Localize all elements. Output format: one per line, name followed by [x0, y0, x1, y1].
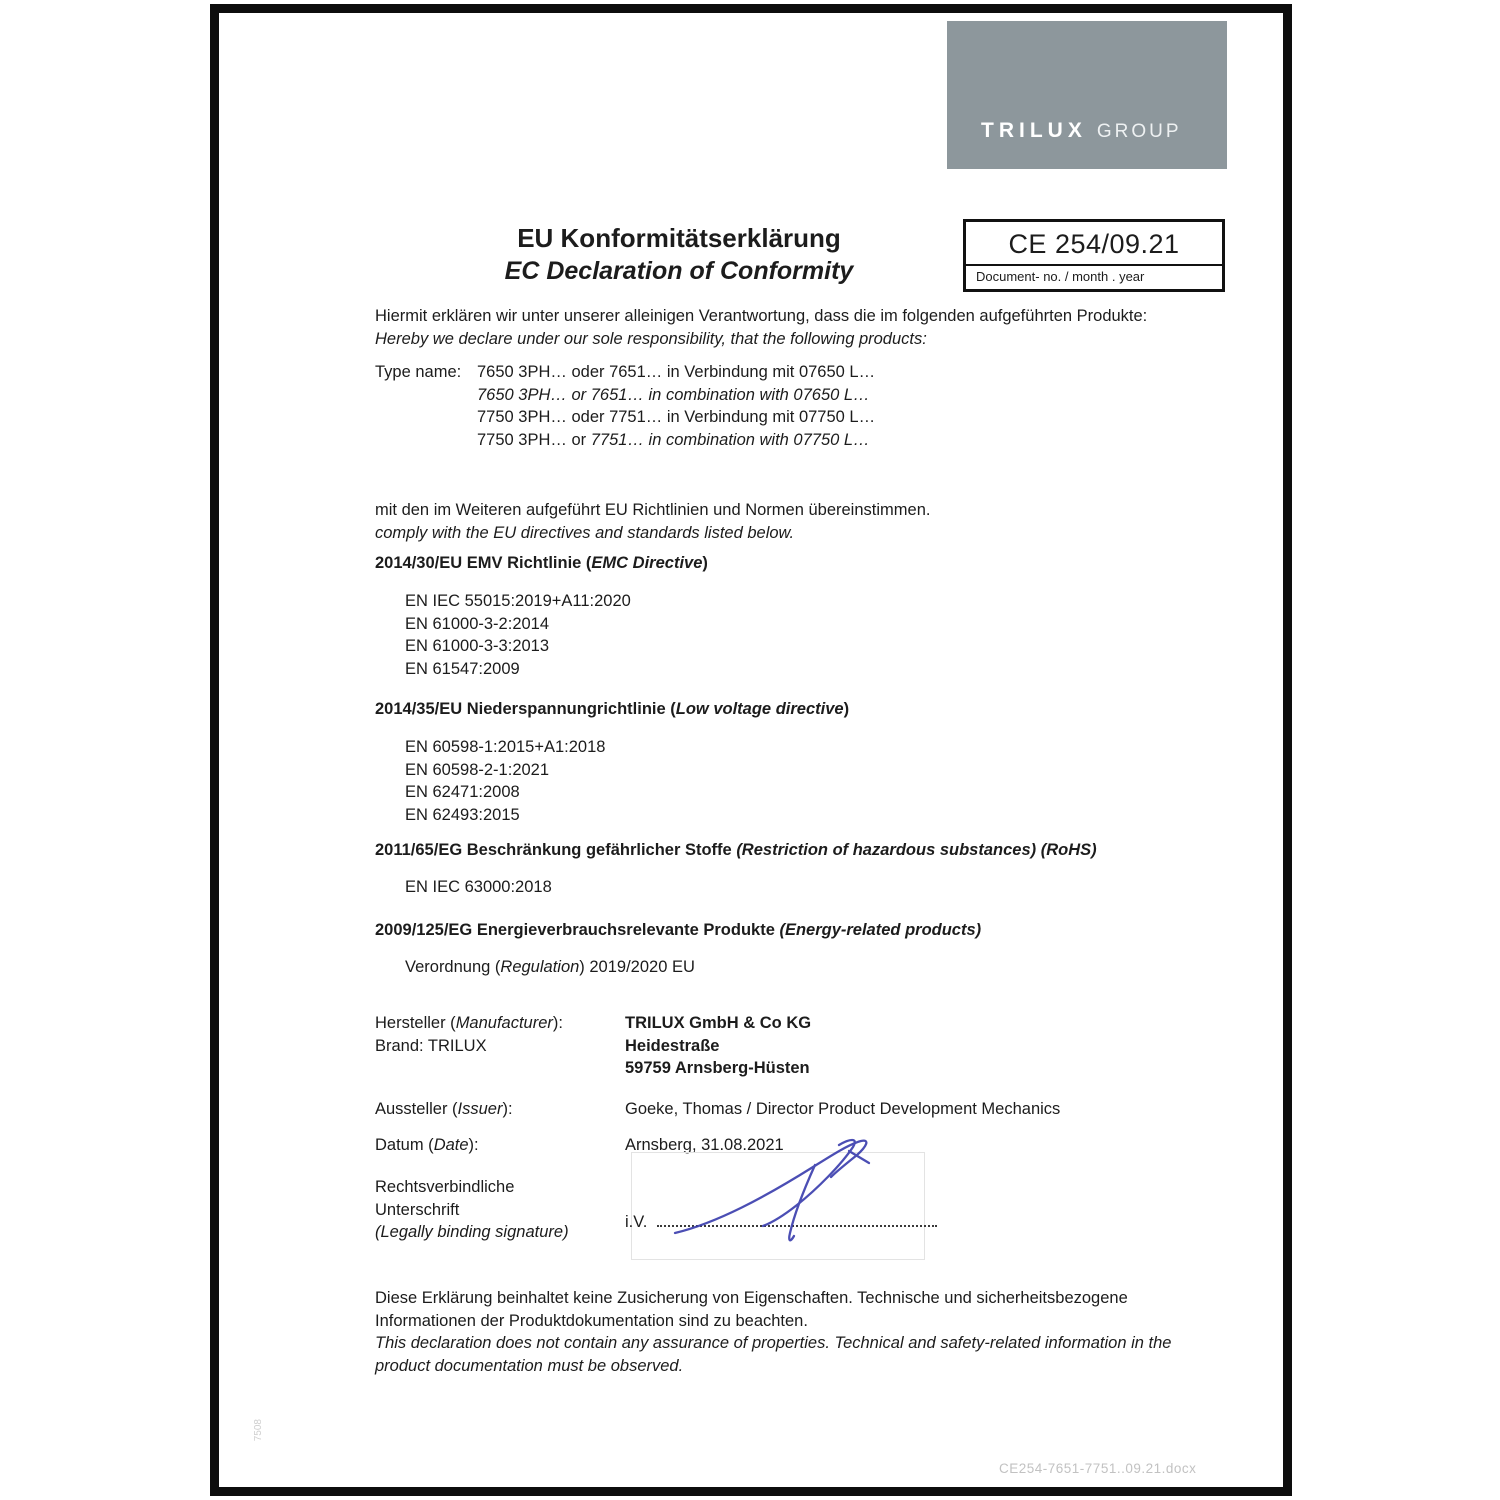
trilux-logo-wordmark: TRILUX: [981, 119, 1087, 142]
manufacturer-city: 59759 Arnsberg-Hüsten: [625, 1059, 810, 1077]
comply-paragraph: [375, 499, 1255, 544]
standards-list-rohs: [405, 876, 552, 899]
date-label: Datum (Date):: [375, 1136, 479, 1154]
standard-line: EN 60598-1:2015+A1:2018: [405, 738, 606, 756]
standard-line: EN 62471:2008: [405, 783, 520, 801]
issuer-label: Aussteller (Issuer):: [375, 1100, 513, 1118]
type-name-block: [375, 361, 875, 451]
standards-list-emc: [405, 590, 631, 680]
manufacturer-name: TRILUX GmbH & Co KG: [625, 1014, 812, 1032]
intro-german: Hiermit erklären wir unter unserer alleinigen Verantwortung, dass die im folgenden aufgeführten Produkte:: [375, 307, 1148, 325]
standard-line: EN IEC 55015:2019+A11:2020: [405, 592, 631, 610]
signature-scribble: [669, 1135, 909, 1247]
ce-document-number: CE 254/09.21: [1008, 229, 1180, 259]
brand-line: Brand: TRILUX: [375, 1036, 487, 1055]
standard-line: EN 61000-3-2:2014: [405, 614, 550, 633]
standard-line: EN IEC 63000:2018: [405, 878, 552, 896]
type-line: 7750 3PH… oder 7751… in Verbindung mit 07750 L…: [477, 408, 876, 426]
disclaimer-german: Diese Erklärung beinhaltet keine Zusicherung von Eigenschaften. Technische und sicherheitsbezogene Informationen der Produktdokumentation sind zu beachten.: [375, 1289, 1128, 1330]
section-heading-rohs: 2011/65/EG Beschränkung gefährlicher Stoffe (Restriction of hazardous substances) (RoHS): [375, 841, 1097, 859]
signature-prefix: i.V.: [625, 1213, 648, 1231]
standard-line: EN 61000-3-3:2013: [405, 637, 550, 655]
section-heading-erp: 2009/125/EG Energieverbrauchsrelevante Produkte (Energy-related products): [375, 921, 982, 939]
type-name-label: Type name:: [375, 363, 462, 381]
manufacturer-label: Hersteller (Manufacturer): Brand: TRILUX: [375, 1012, 563, 1057]
type-line: 7650 3PH… oder 7651… in Verbindung mit 07650 L…: [477, 363, 876, 381]
signature-label: Rechtsverbindliche Unterschrift (Legally binding signature): [375, 1178, 569, 1241]
date-value: Arnsberg, 31.08.2021: [625, 1136, 784, 1154]
comply-german: mit den im Weiteren aufgeführt EU Richtlinien und Normen übereinstimmen.: [375, 501, 931, 519]
intro-paragraph: [375, 305, 1255, 350]
title-english: EC Declaration of Conformity: [504, 257, 854, 285]
footer-filename: CE254-7651-7751..09.21.docx: [999, 1461, 1197, 1476]
standard-line: EN 62493:2015: [405, 805, 520, 824]
disclaimer-paragraph: [375, 1287, 1207, 1377]
ce-document-number-box: [963, 219, 1225, 292]
trilux-group-logo: [947, 21, 1227, 169]
standards-list-low-voltage: [405, 736, 605, 826]
document-title-block: [369, 223, 989, 286]
title-german: EU Konformitätserklärung: [517, 223, 841, 253]
type-name-lines: [477, 361, 875, 451]
side-scan-mark: 7508: [253, 1419, 264, 1442]
disclaimer-english: This declaration does not contain any assurance of properties. Technical and safety-related information in the product documentation must be observed.: [375, 1334, 1172, 1375]
intro-english: Hereby we declare under our sole responsibility, that the following products:: [375, 329, 927, 348]
manufacturer-street: Heidestraße: [625, 1036, 720, 1055]
standard-line: EN 60598-2-1:2021: [405, 760, 550, 779]
manufacturer-value: [625, 1012, 811, 1080]
section-heading-emc: 2014/30/EU EMV Richtlinie (EMC Directive): [375, 554, 708, 572]
trilux-logo-group-text: GROUP: [1096, 121, 1182, 142]
comply-english: comply with the EU directives and standards listed below.: [375, 523, 795, 542]
type-line: 7650 3PH… or 7651… in combination with 07650 L…: [477, 385, 870, 404]
document-page: [210, 4, 1292, 1496]
standard-line: EN 61547:2009: [405, 659, 520, 678]
section-heading-low-voltage: 2014/35/EU Niederspannungrichtlinie (Low voltage directive): [375, 700, 850, 718]
type-line: 7750 3PH… or 7751… in combination with 07750 L…: [477, 430, 870, 449]
issuer-value: Goeke, Thomas / Director Product Development Mechanics: [625, 1100, 1061, 1118]
regulation-line: Verordnung (Regulation) 2019/2020 EU: [405, 958, 695, 976]
ce-box-caption: Document- no. / month . year: [976, 269, 1145, 284]
